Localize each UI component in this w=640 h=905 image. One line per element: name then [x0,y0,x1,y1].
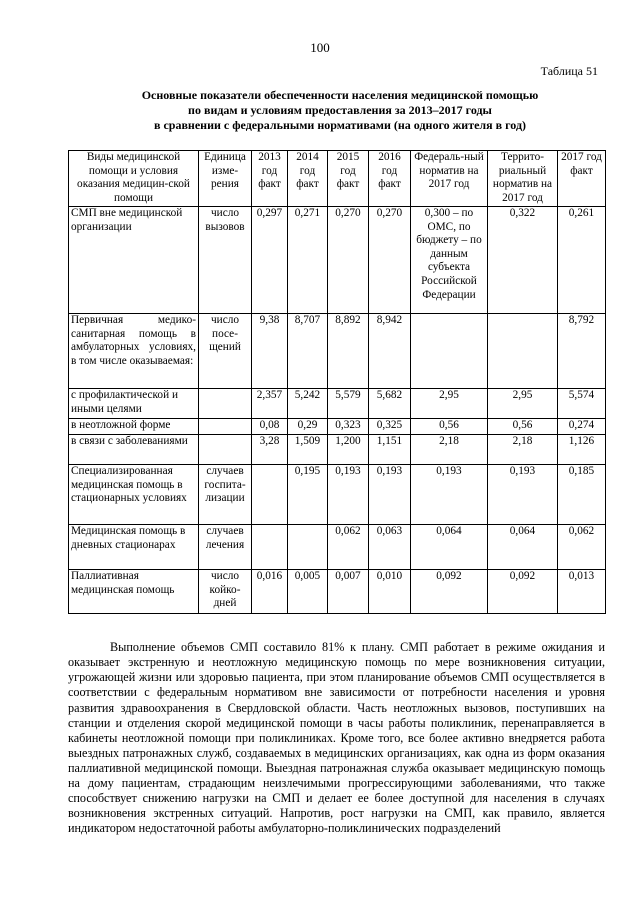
table-row [69,435,606,465]
value-cell: 0,005 [288,570,328,614]
territorial-norm-cell: 0,064 [488,525,558,570]
value-cell [252,525,288,570]
value-cell: 0,195 [288,465,328,525]
territorial-norm-cell [488,314,558,389]
value-cell: 8,707 [288,314,328,389]
value-cell: 0,013 [558,570,606,614]
title-line: Основные показатели обеспеченности населения медицинской помощью [141,88,539,102]
territorial-norm-cell: 0,193 [488,465,558,525]
federal-norm-cell: 0,300 – по ОМС, по бюджету – по данным субъекта Российской Федерации [411,207,488,314]
unit-cell [199,419,252,435]
value-cell: 0,270 [328,207,369,314]
header-cell: 2014 год факт [288,151,328,207]
value-cell: 1,509 [288,435,328,465]
federal-norm-cell: 0,064 [411,525,488,570]
header-cell: 2015 год факт [328,151,369,207]
value-cell: 0,193 [328,465,369,525]
value-cell: 0,29 [288,419,328,435]
value-cell: 5,682 [369,389,411,419]
row-label: с профилактической и иными целями [69,389,199,419]
value-cell: 0,193 [369,465,411,525]
value-cell: 0,297 [252,207,288,314]
value-cell: 5,242 [288,389,328,419]
value-cell: 0,325 [369,419,411,435]
value-cell: 2,357 [252,389,288,419]
table-row [69,525,606,570]
header-cell: 2017 год факт [558,151,606,207]
federal-norm-cell [411,314,488,389]
row-label: в связи с заболеваниями [69,435,199,465]
value-cell: 0,016 [252,570,288,614]
value-cell: 0,271 [288,207,328,314]
value-cell: 1,151 [369,435,411,465]
unit-cell: случаев госпита-лизации [199,465,252,525]
value-cell: 0,063 [369,525,411,570]
title-line: в сравнении с федеральными нормативами (на одного жителя в год) [153,118,527,132]
territorial-norm-cell: 0,56 [488,419,558,435]
row-label: Медицинская помощь в дневных стационарах [69,525,199,570]
value-cell: 0,062 [558,525,606,570]
value-cell: 1,200 [328,435,369,465]
table-label: Таблица 51 [540,64,598,78]
value-cell: 0,010 [369,570,411,614]
table-row [69,314,606,389]
value-cell: 0,261 [558,207,606,314]
value-cell: 0,274 [558,419,606,435]
territorial-norm-cell: 2,18 [488,435,558,465]
row-label: Первичная медико-санитарная помощь в амбулаторных условиях, в том числе оказываемая: [69,314,199,389]
value-cell [288,525,328,570]
page-number: 100 [310,40,330,55]
table-row [69,419,606,435]
table-row [69,389,606,419]
value-cell: 8,942 [369,314,411,389]
row-label: Паллиативная медицинская помощь [69,570,199,614]
header-cell: Террито-риальный норматив на 2017 год [488,151,558,207]
value-cell: 8,892 [328,314,369,389]
unit-cell [199,389,252,419]
value-cell: 0,062 [328,525,369,570]
title-line: по видам и условиям предоставления за 2013–2017 годы [188,103,492,117]
indicators-table [68,150,606,614]
unit-cell: случаев лечения [199,525,252,570]
value-cell: 0,323 [328,419,369,435]
unit-cell: число койко-дней [199,570,252,614]
unit-cell: число вызовов [199,207,252,314]
federal-norm-cell: 0,193 [411,465,488,525]
federal-norm-cell: 2,18 [411,435,488,465]
federal-norm-cell: 0,56 [411,419,488,435]
value-cell: 5,574 [558,389,606,419]
value-cell: 1,126 [558,435,606,465]
unit-cell: число посе-щений [199,314,252,389]
value-cell: 8,792 [558,314,606,389]
territorial-norm-cell: 0,092 [488,570,558,614]
value-cell [252,465,288,525]
body-paragraph: Выполнение объемов СМП составило 81% к плану. СМП работает в режиме ожидания и оказывает экстренную и неотложную медицинскую помощь по мере возникновения ситуации, угрожающей жизни или здоровью пациента, при этом планирование объемов СМП осуществляется в соответствии с федеральным нормативом вне зависимости от потребности населения и уровня развития здравоохранения в Свердловской области. Часть неотложных вызовов, поступивших на станции и отделения скорой медицинской помощи в часы работы поликлиник, перенаправляется в кабинеты неотложной помощи при поликлиниках. Кроме того, все более активно внедряется работа выездных патронажных служб, создаваемых в медицинских организациях, как одна из форм оказания паллиативной медицинской помощи. Выездная патронажная служба оказывает медицинскую помощь на дому пациентам, страдающим неизлечимыми прогрессирующими заболеваниями, что также способствует снижению нагрузки на СМП и делает ее более доступной для населения в случаях возникновения экстренных ситуаций. Напротив, рост нагрузки на СМП, как правило, является индикатором недостаточной работы амбулаторно-поликлинических подразделений [68,640,605,836]
table-row [69,207,606,314]
value-cell: 0,185 [558,465,606,525]
value-cell: 9,38 [252,314,288,389]
table-header-row [69,151,606,207]
header-cell: 2016 год факт [369,151,411,207]
value-cell: 0,270 [369,207,411,314]
header-cell: 2013 год факт [252,151,288,207]
federal-norm-cell: 2,95 [411,389,488,419]
value-cell: 0,007 [328,570,369,614]
value-cell: 5,579 [328,389,369,419]
territorial-norm-cell: 2,95 [488,389,558,419]
row-label: Специализированная медицинская помощь в стационарных условиях [69,465,199,525]
table-row [69,465,606,525]
federal-norm-cell: 0,092 [411,570,488,614]
header-cell: Федераль-ный норматив на 2017 год [411,151,488,207]
unit-cell [199,435,252,465]
header-cell: Единица изме-рения [199,151,252,207]
header-cell: Виды медицинской помощи и условия оказания медицин-ской помощи [69,151,199,207]
table-row [69,570,606,614]
row-label: СМП вне медицинской организации [69,207,199,314]
row-label: в неотложной форме [69,419,199,435]
value-cell: 3,28 [252,435,288,465]
table-title [60,88,620,133]
territorial-norm-cell: 0,322 [488,207,558,314]
value-cell: 0,08 [252,419,288,435]
